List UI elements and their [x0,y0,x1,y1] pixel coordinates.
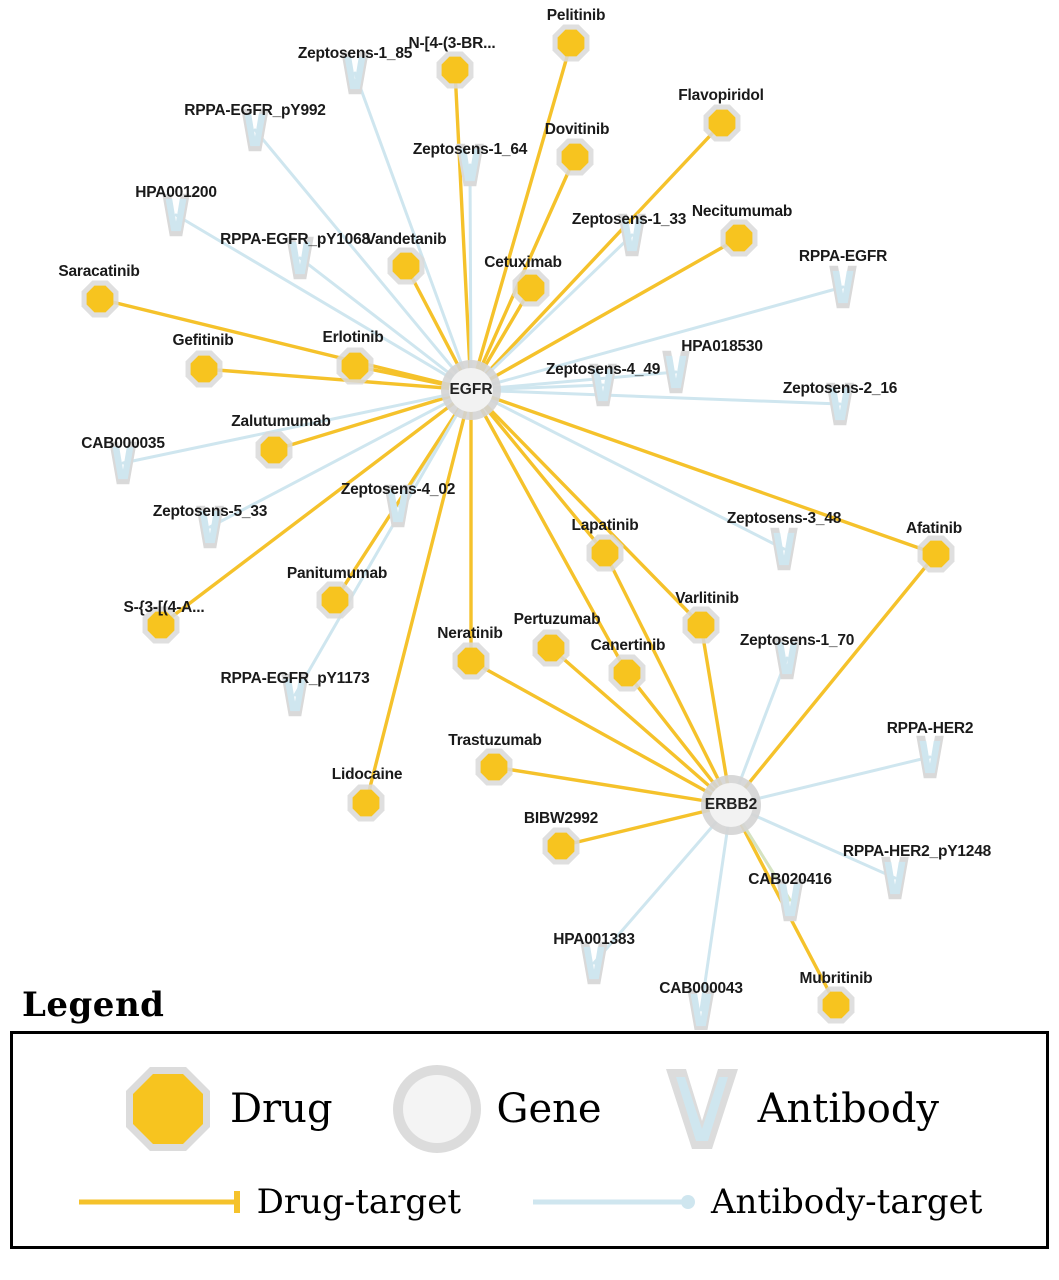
node-label: BIBW2992 [523,810,599,827]
node-label: HPA001200 [135,184,217,201]
drug-node[interactable] [481,754,508,781]
node-label: Flavopiridol [678,87,764,104]
drug-node[interactable] [538,635,565,662]
node-label: RPPA-EGFR_pY992 [184,102,326,119]
drug-node[interactable] [548,833,575,860]
drug-target-edge-icon [77,1187,247,1217]
legend-item-antibody [660,1063,939,1155]
node-label: Pelitinib [546,7,606,24]
chevron-icon [660,1063,744,1155]
legend-label-drug-target: Drug-target [256,1182,461,1222]
legend-label-antibody: Antibody [757,1086,940,1132]
node-label: Saracatinib [58,263,140,280]
node-label: Zeptosens-3_48 [726,510,842,527]
node-label: Necitumumab [691,203,793,220]
node-label: Zeptosens-5_33 [152,503,268,520]
drug-node[interactable] [342,353,369,380]
node-label: RPPA-HER2 [886,720,974,737]
graph-edge [731,554,936,805]
node-label: Gefitinib [172,332,234,349]
node-label: HPA001383 [553,931,635,948]
legend-box [10,1031,1049,1249]
node-label: Zeptosens-1_33 [571,211,687,228]
node-label: CAB000035 [81,435,165,452]
drug-node[interactable] [709,110,736,137]
drug-node[interactable] [393,253,420,280]
node-label: Zeptosens-1_64 [412,141,528,158]
drug-node[interactable] [558,30,585,57]
node-label: Zeptosens-2_16 [782,380,898,397]
node-label: RPPA-HER2_pY1248 [842,843,992,860]
circle-icon [391,1063,483,1155]
gene-label: ERBB2 [704,796,758,813]
drug-node[interactable] [87,286,114,313]
node-label: Trastuzumab [448,732,542,749]
octagon-icon [120,1061,216,1157]
drug-node[interactable] [726,225,753,252]
legend-item-drug-target-edge [77,1182,461,1222]
node-label: CAB000043 [659,980,743,997]
drug-node[interactable] [261,437,288,464]
node-label: Vandetanib [365,231,447,248]
legend [0,985,1059,1249]
node-label: N-[4-(3-BR... [408,35,496,52]
node-label: Dovitinib [544,121,610,138]
drug-node[interactable] [518,275,545,302]
node-label: Erlotinib [322,329,384,346]
legend-item-antibody-target-edge [531,1182,982,1222]
graph-edge [731,757,930,805]
node-label: Varlitinib [675,590,739,607]
drug-node[interactable] [592,540,619,567]
node-label: Cetuximab [484,254,562,271]
node-label: Pertuzumab [513,611,601,628]
node-label: RPPA-EGFR_pY1068 [220,231,370,248]
node-label: RPPA-EGFR_pY1173 [220,670,370,687]
drug-node[interactable] [614,660,641,687]
node-label: HPA018530 [681,338,763,355]
node-label: CAB020416 [748,871,832,888]
node-label: Zalutumumab [231,413,331,430]
drug-node[interactable] [562,144,589,171]
drug-node[interactable] [191,356,218,383]
antibody-target-edge-icon [531,1187,701,1217]
graph-edge [470,165,471,390]
node-label: S-{3-[(4-A... [123,599,205,616]
legend-label-antibody-target: Antibody-target [710,1182,983,1222]
drug-node[interactable] [353,790,380,817]
node-label: Zeptosens-4_02 [340,481,456,498]
legend-item-drug [120,1061,333,1157]
node-label: Zeptosens-1_70 [739,632,855,649]
node-label: Canertinib [590,637,666,654]
drug-node[interactable] [923,541,950,568]
node-label: RPPA-EGFR [798,248,888,265]
node-label: Lidocaine [331,766,403,783]
drug-node[interactable] [688,612,715,639]
drug-node[interactable] [322,587,349,614]
graph-edge [471,390,701,625]
legend-label-gene: Gene [496,1086,602,1132]
drug-node[interactable] [458,648,485,675]
gene-label: EGFR [449,381,493,398]
graph-edge [471,390,936,554]
drug-node[interactable] [442,57,469,84]
legend-label-drug: Drug [229,1086,333,1132]
node-label: Zeptosens-4_49 [545,361,661,378]
node-label: Panitumumab [286,565,388,582]
node-label: Mubritinib [799,970,873,987]
legend-title: Legend [22,985,165,1025]
node-label: Lapatinib [571,517,639,534]
legend-item-gene [391,1063,602,1155]
node-label: Neratinib [437,625,503,642]
node-label: Afatinib [905,520,963,537]
node-label: Zeptosens-1_85 [297,45,413,62]
graph-edge [455,70,471,390]
